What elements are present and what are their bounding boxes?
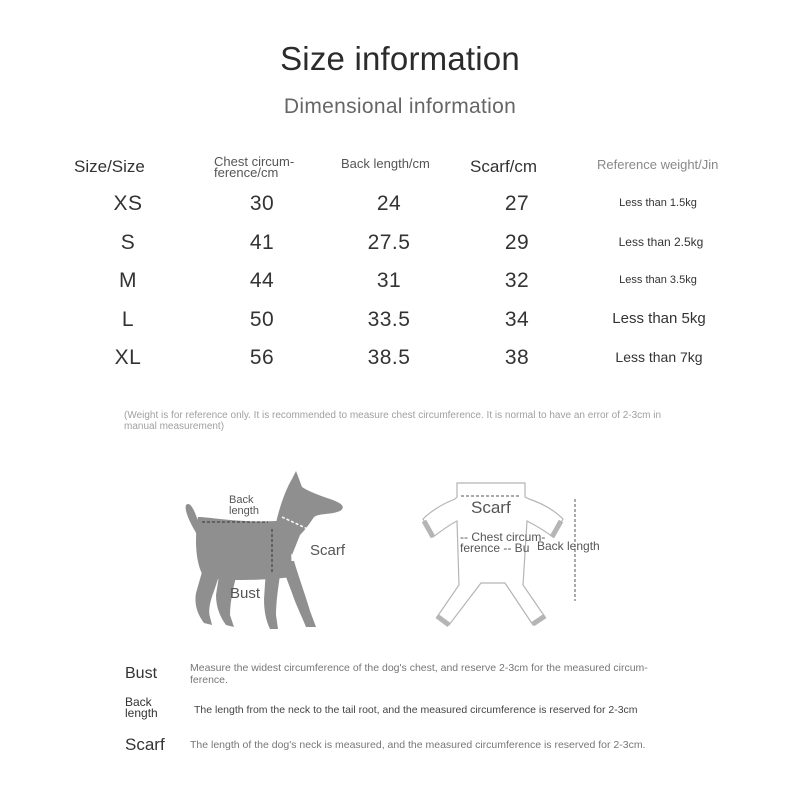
definition-term-back-line1: Back bbox=[125, 695, 152, 709]
definition-text-bust-line1: Measure the widest circumference of the dog's chest, and reserve 2-3cm for the measured circum- bbox=[190, 662, 648, 674]
dog-label-scarf: Scarf bbox=[310, 542, 346, 559]
column-header-size: Size/Size bbox=[74, 157, 145, 176]
garment-label-scarf: Scarf bbox=[471, 498, 511, 517]
definition-text-scarf: The length of the dog's neck is measured, and the measured circumference is reserved for 2-3cm. bbox=[190, 739, 646, 751]
column-header-back: Back length/cm bbox=[341, 156, 430, 171]
cell-scarf: 32 bbox=[504, 269, 530, 292]
cell-weight: Less than 3.5kg bbox=[619, 274, 697, 286]
page-subtitle: Dimensional information bbox=[283, 95, 517, 118]
cell-size: XL bbox=[114, 346, 142, 369]
cell-back: 33.5 bbox=[367, 308, 411, 331]
definition-term-back-line2: length bbox=[125, 706, 158, 720]
definition-term-back-length bbox=[125, 697, 158, 719]
cell-weight: Less than 7kg bbox=[615, 349, 703, 365]
cell-scarf: 34 bbox=[504, 308, 530, 331]
cell-back: 27.5 bbox=[367, 231, 411, 254]
definition-text-back-length: The length from the neck to the tail root, and the measured circumference is reserved for 2-3cm bbox=[194, 704, 638, 716]
cell-chest: 44 bbox=[249, 269, 275, 292]
garment-label-back-length: Back length bbox=[537, 539, 600, 553]
measurement-note: (Weight is for reference only. It is recommended to measure chest circumference. It is normal to have an error of 2-3cm in manual measurement) bbox=[124, 410, 662, 432]
cell-size: XS bbox=[113, 192, 143, 215]
definition-text-bust bbox=[190, 662, 690, 686]
cell-chest: 50 bbox=[249, 308, 275, 331]
cell-chest: 56 bbox=[249, 346, 275, 369]
dog-label-back-line2: length bbox=[229, 505, 259, 517]
garment-label-chest-line1: -- Chest circum- bbox=[460, 530, 546, 544]
cell-chest: 30 bbox=[249, 192, 275, 215]
page-title: Size information bbox=[280, 40, 520, 77]
column-header-chest bbox=[214, 156, 294, 178]
cell-weight: Less than 1.5kg bbox=[619, 197, 697, 209]
cell-back: 31 bbox=[376, 269, 402, 292]
cell-size: S bbox=[120, 231, 136, 254]
cell-scarf: 29 bbox=[504, 231, 530, 254]
cell-scarf: 27 bbox=[504, 192, 530, 215]
column-header-chest-line1: Chest circum- bbox=[214, 154, 295, 169]
definition-term-scarf: Scarf bbox=[125, 735, 165, 754]
dog-label-back-line1: Back bbox=[229, 494, 254, 506]
cell-size: L bbox=[121, 308, 135, 331]
cell-chest: 41 bbox=[249, 231, 275, 254]
definition-term-bust: Bust bbox=[125, 665, 158, 682]
cell-scarf: 38 bbox=[504, 346, 530, 369]
garment-label-chest bbox=[460, 532, 545, 554]
cell-size: M bbox=[119, 269, 137, 292]
cell-weight: Less than 5kg bbox=[612, 310, 706, 327]
definition-text-bust-line2: ference. bbox=[190, 674, 228, 686]
column-header-chest-line2: ference/cm bbox=[214, 165, 279, 180]
column-header-scarf: Scarf/cm bbox=[470, 157, 538, 176]
cell-back: 24 bbox=[376, 192, 402, 215]
garment-label-chest-line2: ference -- Bu bbox=[460, 541, 530, 555]
cell-back: 38.5 bbox=[367, 346, 411, 369]
dog-label-back-length bbox=[229, 495, 259, 517]
dog-label-bust: Bust bbox=[230, 585, 261, 602]
column-header-weight: Reference weight/Jin bbox=[597, 157, 719, 172]
cell-weight: Less than 2.5kg bbox=[618, 235, 704, 249]
